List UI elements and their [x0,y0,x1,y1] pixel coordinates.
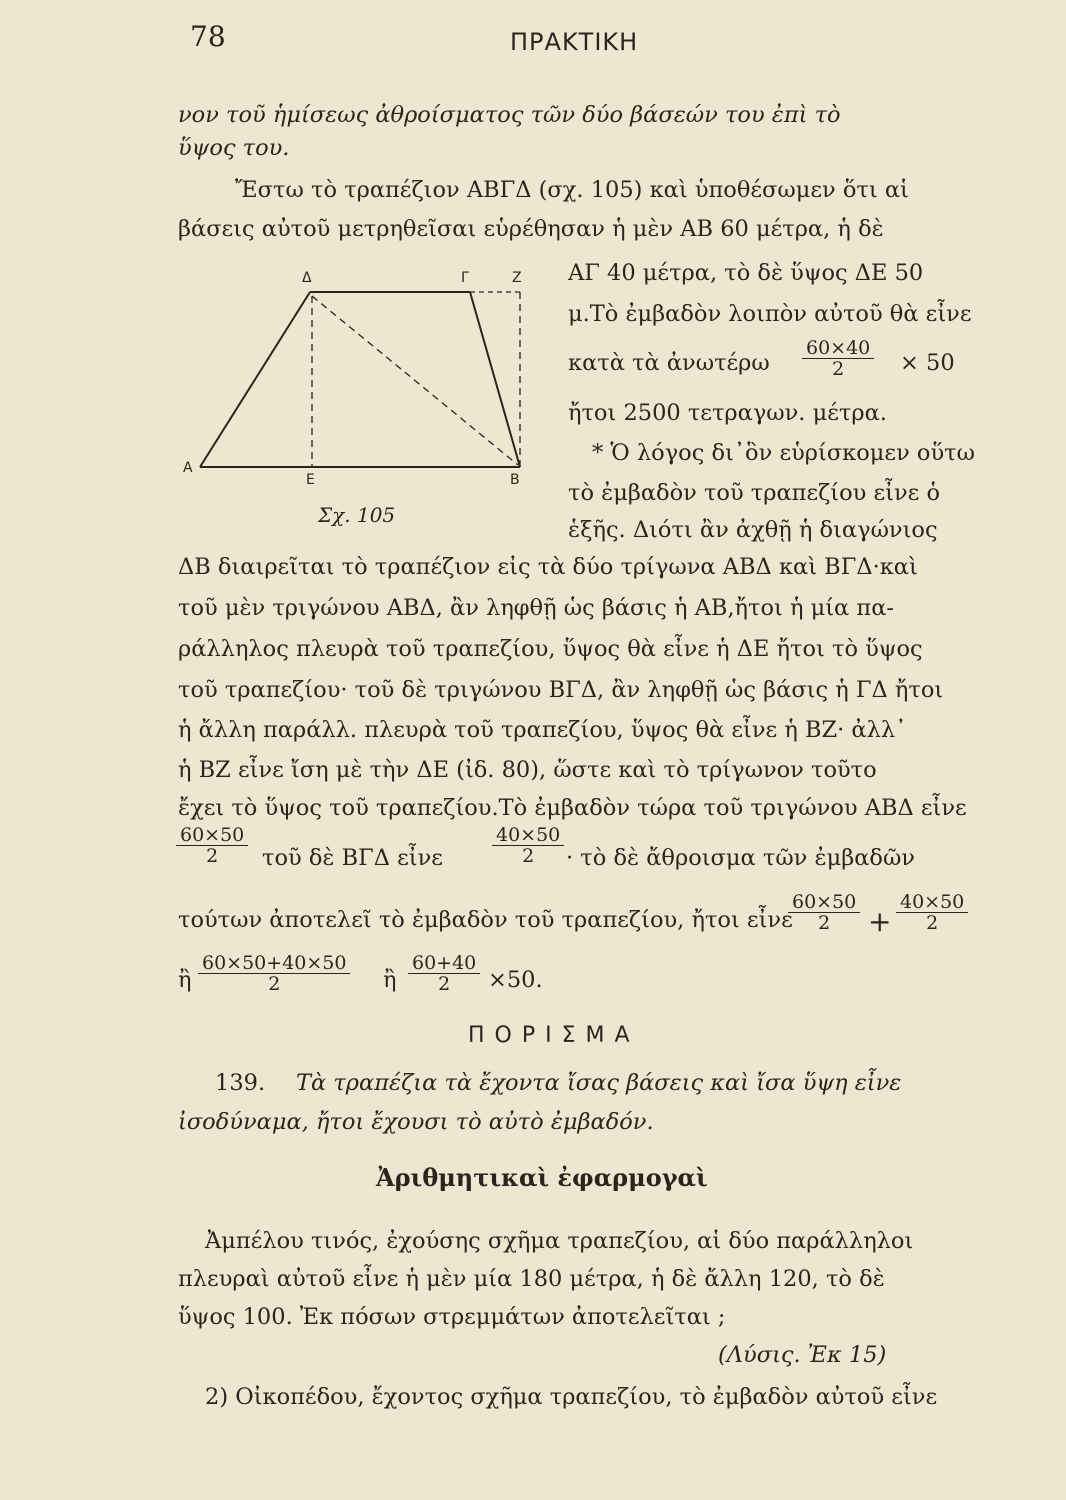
text-line: ἑξῆς. Διότι ἂν ἀχθῇ ἡ διαγώνιος [568,517,938,543]
exercise-line: πλευραὶ αὐτοῦ εἶνε ἡ μὲν μία 180 μέτρα, ἡ δὲ ἄλλη 120, τὸ δὲ [178,1266,885,1292]
running-title: ΠΡΑΚΤΙΚΗ [510,28,639,56]
figure-caption: Σχ. 105 [318,503,396,527]
exercise-answer: (Λύσις. Ἐκ 15) [718,1342,887,1368]
fraction: $\frac{40\times 50}{2}$ [896,892,968,933]
text-line: μ.Τὸ ἐμβαδὸν λοιπὸν αὐτοῦ θὰ εἶνε [568,301,972,327]
text-line: ἡ ΒΖ εἶνε ἴση μὲ τὴν ΔΕ (ἰδ. 80), ὥστε καὶ τὸ τρίγωνον τοῦτο [178,757,877,783]
text-line: ἡ ἄλλη παράλλ. πλευρὰ τοῦ τραπεζίου, ὕψος θὰ εἶνε ἡ ΒΖ· ἀλλ᾽ [178,717,907,743]
corollary-text: ἰσοδύναμα, ἤτοι ἔχουσι τὸ αὐτὸ ἐμβαδόν. [178,1109,654,1135]
text-line: · τὸ δὲ ἄθροισμα τῶν ἐμβαδῶν [566,845,915,871]
text-line: νον τοῦ ἡμίσεως ἀθροίσματος τῶν δύο βάσεών του ἐπὶ τὸ [178,102,841,128]
fraction: $\frac{60+40}{2}$ [408,953,480,994]
trapezoid-side-AD [200,292,310,467]
text-line: τοῦ τραπεζίου· τοῦ δὲ τριγώνου ΒΓΔ, ἂν ληφθῇ ὡς βάσις ἡ ΓΔ ἤτοι [178,677,944,703]
text-line: ἢ [383,967,397,993]
text-line: τοῦ δὲ ΒΓΔ εἶνε [262,845,443,871]
plus-sign: + [868,905,892,938]
applications-heading: Ἀριθμητικαὶ ἐφαρμογαὶ [376,1163,708,1192]
trapezoid-figure [180,262,540,492]
text-line: κατὰ τὰ ἀνωτέρω [568,350,770,376]
text-line: ×50. [488,967,543,993]
text-line: ὕψος του. [178,135,290,161]
text-line: ἢ [178,967,192,993]
text-line: τὸ ἐμβαδὸν τοῦ τραπεζίου εἶνε ὁ [568,480,941,506]
text-line: * Ὁ λόγος δι᾽ὃν εὑρίσκομεν οὕτω [592,440,975,466]
text-line: ράλληλος πλευρὰ τοῦ τραπεζίου, ὕψος θὰ εἶνε ἡ ΔΕ ἤτοι τὸ ὕψος [178,636,923,662]
label-Z: Ζ [512,270,522,286]
text-line: βάσεις αὐτοῦ μετρηθεῖσαι εὑρέθησαν ἡ μὲν ΑΒ 60 μέτρα, ἡ δὲ [178,216,884,242]
exercise-line: 2) Οἰκοπέδου, ἔχοντος σχῆμα τραπεζίου, τὸ ἐμβαδὸν αὐτοῦ εἶνε [205,1384,938,1410]
text-line: ἤτοι 2500 τετραγων. μέτρα. [568,400,887,426]
text-line: τούτων ἀποτελεῖ τὸ ἐμβαδὸν τοῦ τραπεζίου, ἤτοι εἶνε [178,907,793,933]
text-line: Ἔστω τὸ τραπέζιον ΑΒΓΔ (σχ. 105) καὶ ὑποθέσωμεν ὅτι αἱ [235,177,909,203]
label-G: Γ [461,270,469,286]
exercise-line: Ἀμπέλου τινός, ἐχούσης σχῆμα τραπεζίου, αἱ δύο παράλληλοι [205,1228,914,1254]
label-A: Α [183,460,193,476]
fraction: $\frac{60\times 40}{2}$ [802,338,874,379]
corollary-text: Τὰ τραπέζια τὰ ἔχοντα ἴσας βάσεις καὶ ἴσα ὕψη εἶνε [296,1070,902,1096]
fraction: $\frac{60\times 50+40\times 50}{2}$ [198,953,350,994]
section-title: ΠΟΡΙΣΜΑ [468,1023,640,1048]
page-number: 78 [190,20,226,53]
text-line: ἔχει τὸ ὕψος τοῦ τραπεζίου.Τὸ ἐμβαδὸν τώρα τοῦ τριγώνου ΑΒΔ εἶνε [178,795,967,821]
text-line: τοῦ μὲν τριγώνου ΑΒΔ, ἂν ληφθῇ ὡς βάσις ἡ ΑΒ,ἤτοι ἡ μία πα- [178,595,894,621]
label-E: Ε [306,472,315,488]
text-line: × 50 [900,350,955,376]
fraction: $\frac{40\times 50}{2}$ [492,825,564,866]
diagonal-DB [312,296,518,465]
trapezoid-side-GB [470,292,520,467]
fraction: $\frac{60\times 50}{2}$ [788,892,860,933]
text-line: ΑΓ 40 μέτρα, τὸ δὲ ὕψος ΔΕ 50 [568,260,924,286]
corollary-number: 139. [215,1070,266,1096]
fraction: $\frac{60\times 50}{2}$ [176,825,248,866]
label-D: Δ [302,270,312,286]
text-line: ΔΒ διαιρεῖται τὸ τραπέζιον εἰς τὰ δύο τρίγωνα ΑΒΔ καὶ ΒΓΔ·καὶ [178,554,918,580]
exercise-line: ὕψος 100. Ἐκ πόσων στρεμμάτων ἀποτελεῖται ; [178,1304,726,1330]
label-B: Β [510,472,520,488]
